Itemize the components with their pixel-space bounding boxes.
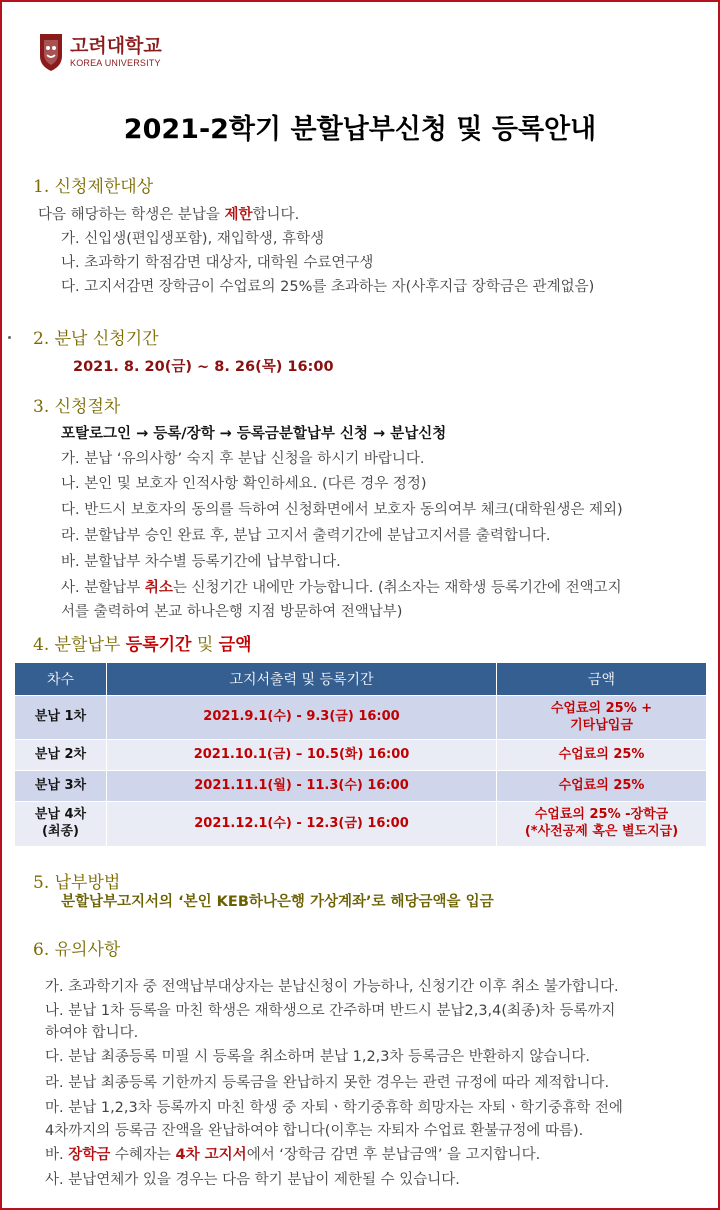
heading-period: 등록기간 <box>125 635 192 655</box>
logo-text-korean: 고려대학교 <box>70 34 162 57</box>
procedure-item: 나. 본인 및 보호자 인적사항 확인하세요. (다른 경우 정정) <box>61 476 427 492</box>
notice-line: 마. 분납 1,2,3차 등록까지 마친 학생 중 자퇴ㆍ학기중휴학 희망자는 자퇴ㆍ학기중휴학 전에 <box>45 1100 623 1116</box>
section-4-heading <box>33 630 252 655</box>
amount-cell: 수업료의 25% <box>497 740 707 771</box>
cancel-emphasis: 취소 <box>144 580 173 596</box>
amount-line: 수업료의 25% + <box>550 700 653 716</box>
round-label: 분납 1차 <box>34 709 87 725</box>
notice-line: 하여야 합니다. <box>45 1025 139 1041</box>
notice-line: 다. 분납 최종등록 미필 시 등록을 취소하며 분납 1,2,3차 등록금은 반환하지 않습니다. <box>45 1049 591 1065</box>
period-cell: 2021.11.1(월) - 11.3(수) 16:00 <box>107 771 497 802</box>
notice-line: 사. 분납연체가 있을 경우는 다음 학기 분납이 제한될 수 있습니다. <box>45 1172 460 1188</box>
section-6-heading: 6. 유의사항 <box>33 940 121 960</box>
table-header-row <box>15 663 707 696</box>
header-round: 차수 <box>15 663 107 696</box>
amount-line: (*사전공제 혹은 별도지급) <box>524 824 679 839</box>
section-5-heading: 5. 납부방법 <box>33 873 121 893</box>
restriction-item: 나. 초과학기 학점감면 대상자, 대학원 수료연구생 <box>61 255 374 271</box>
table-row <box>15 802 707 847</box>
amount-cell: 수업료의 25% <box>497 771 707 802</box>
notice-line: 가. 초과학기자 중 전액납부대상자는 분납신청이 가능하나, 신청기간 이후 취소 불가합니다. <box>45 979 619 995</box>
table-row <box>15 696 707 740</box>
notice-line: 라. 분납 최종등록 기한까지 등록금을 완납하지 못한 경우는 관련 규정에 따라 제적합니다. <box>45 1075 610 1091</box>
heading-amount: 금액 <box>218 635 252 655</box>
amount-cell <box>497 802 707 847</box>
header-period: 고지서출력 및 등록기간 <box>107 663 497 696</box>
procedure-item: 라. 분할납부 승인 완료 후, 분납 고지서 출력기간에 분납고지서를 출력합니다. <box>61 528 551 544</box>
university-logo <box>38 32 162 72</box>
heading-text: 4. 분할납부 <box>33 635 126 655</box>
cancel-text-rest: 는 신청기간 내에만 가능합니다. (취소자는 재학생 등록기간에 전액고지 <box>172 580 622 596</box>
header-amount: 금액 <box>497 663 707 696</box>
payment-method-text: 분할납부고지서의 ‘본인 KEB하나은행 가상계좌’로 해당금액을 입금 <box>61 894 494 910</box>
bullet-dot <box>8 336 11 339</box>
notice-text-end: 에서 ‘장학금 감면 후 분납금액’ 을 고지합니다. <box>246 1147 541 1163</box>
restriction-item: 가. 신입생(편입생포함), 재입학생, 휴학생 <box>61 231 325 247</box>
section-2-heading: 2. 분납 신청기간 <box>33 329 159 349</box>
period-cell: 2021.12.1(수) - 12.3(금) 16:00 <box>107 802 497 847</box>
round-label-final: (최종) <box>42 824 79 839</box>
installment-table <box>14 662 707 847</box>
table-row <box>15 771 707 802</box>
restriction-emphasis: 제한 <box>224 207 253 223</box>
amount-cell <box>497 696 707 740</box>
cancel-notice <box>61 576 622 597</box>
intro-text-end: 합니다. <box>252 207 300 223</box>
cancel-text: 사. 분할납부 <box>61 580 145 596</box>
notice-text: 수혜자는 <box>110 1147 176 1163</box>
section-3-heading: 3. 신청절차 <box>33 397 121 417</box>
fourth-bill-emphasis: 4차 고지서 <box>175 1147 247 1163</box>
scholarship-notice <box>45 1143 540 1164</box>
section-1-intro <box>38 203 299 224</box>
period-cell: 2021.9.1(수) - 9.3(금) 16:00 <box>107 696 497 740</box>
amount-line: 수업료의 25% -장학금 <box>534 807 669 823</box>
section-1-heading: 1. 신청제한대상 <box>33 177 154 197</box>
round-cell: 분납 2차 <box>15 740 107 771</box>
round-cell: 분납 3차 <box>15 771 107 802</box>
notice-line: 4차까지의 등록금 잔액을 완납하여야 합니다(이후는 자퇴자 수업료 환불규정에 따름). <box>45 1123 584 1139</box>
procedure-item: 다. 반드시 보호자의 동의를 득하여 신청화면에서 보호자 동의여부 체크(대학원생은 제외) <box>61 502 623 518</box>
procedure-item: 가. 분납 ‘유의사항’ 숙지 후 분납 신청을 하시기 바랍니다. <box>61 451 425 467</box>
intro-text: 다음 해당하는 학생은 분납을 <box>38 207 225 223</box>
table-row <box>15 740 707 771</box>
notice-prefix: 바. <box>45 1147 69 1163</box>
round-label: 분납 4차 <box>34 807 87 823</box>
application-period: 2021. 8. 20(금) ~ 8. 26(목) 16:00 <box>73 359 334 375</box>
restriction-item: 다. 고지서감면 장학금이 수업료의 25%를 초과하는 자(사후지급 장학금은 관계없음) <box>61 279 595 295</box>
notice-line: 나. 분납 1차 등록을 마친 학생은 재학생으로 간주하며 반드시 분납2,3,4(최종)차 등록까지 <box>45 1003 616 1019</box>
tiger-emblem-icon <box>38 32 64 72</box>
cancel-notice-cont: 서를 출력하여 본교 하나은행 지점 방문하여 전액납부) <box>61 604 403 620</box>
period-cell: 2021.10.1(금) – 10.5(화) 16:00 <box>107 740 497 771</box>
heading-and: 및 <box>191 635 219 655</box>
scholarship-emphasis: 장학금 <box>68 1147 111 1163</box>
round-cell <box>15 696 107 740</box>
procedure-item: 바. 분할납부 차수별 등록기간에 납부합니다. <box>61 554 341 570</box>
amount-line: 기타납입금 <box>570 717 633 733</box>
portal-path: 포탈로그인 → 등록/장학 → 등록금분할납부 신청 → 분납신청 <box>61 426 447 442</box>
round-cell <box>15 802 107 847</box>
page-title: 2021-2학기 분할납부신청 및 등록안내 <box>123 114 597 145</box>
logo-text-english: KOREA UNIVERSITY <box>70 57 161 68</box>
